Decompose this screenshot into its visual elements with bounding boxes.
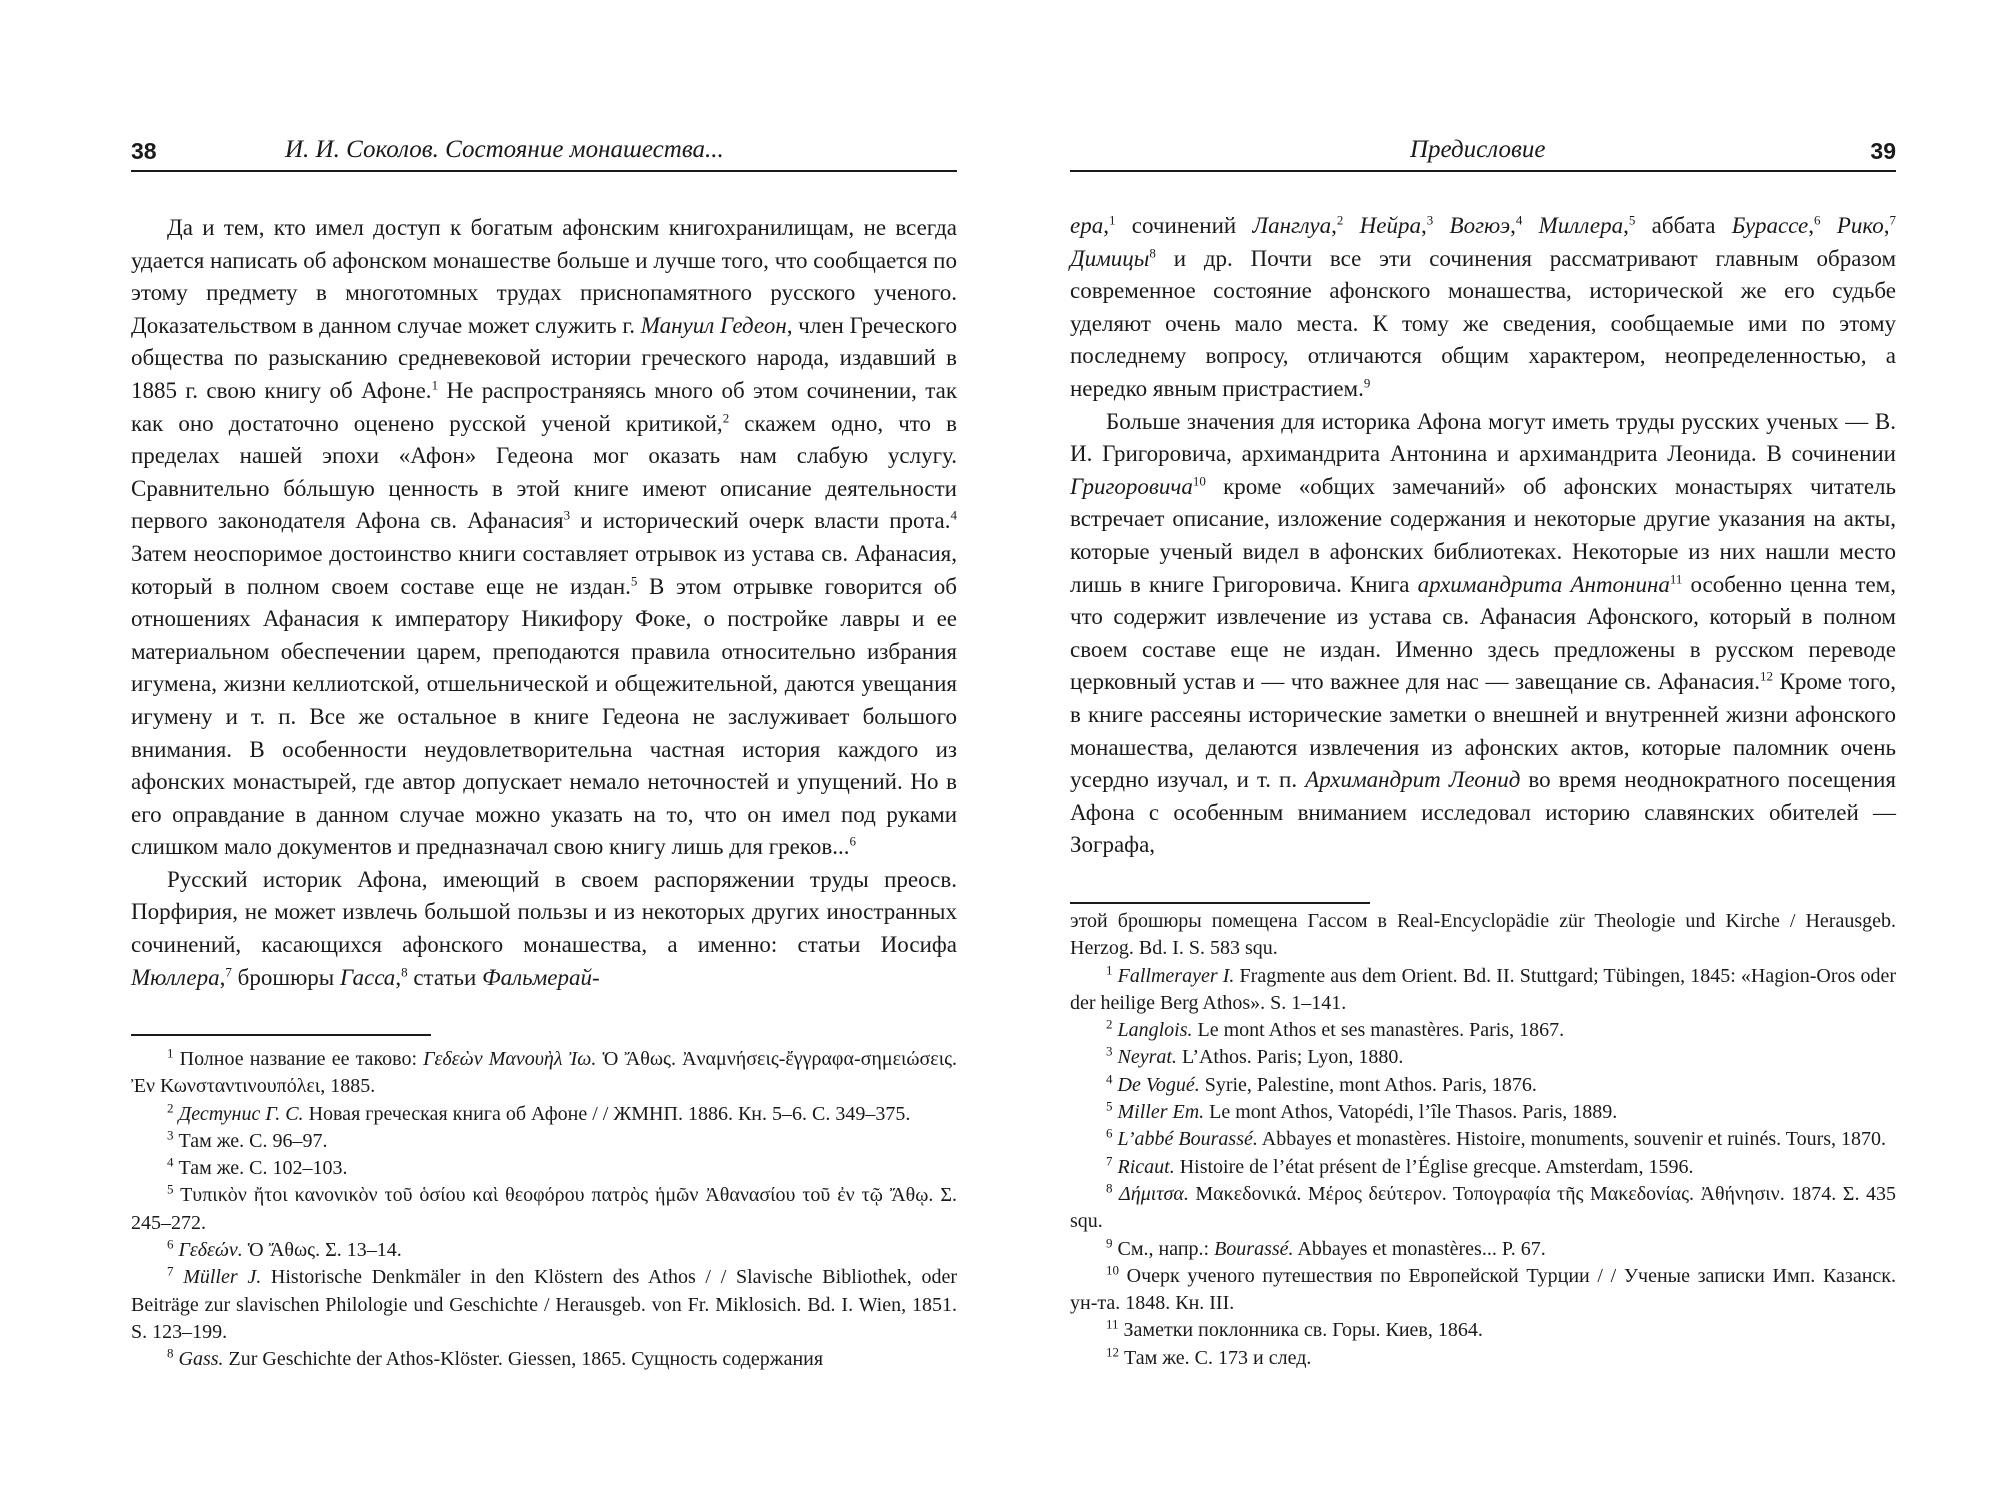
footnote-ref: 8 <box>1149 244 1156 260</box>
footnote: $^{10}$ Очерк ученого путешествия по Европейской Турции / / Ученые записки Имп. Казанск. ун-та. 1848. Кн. III. <box>1070 1262 1896 1315</box>
footnote: этой брошюры помещена Гассом в Real-Encyclopädie zür Theologie und Kirche / Herausgeb. Herzog. Bd. I. S. 583 squ. <box>1070 910 1896 960</box>
footnote-ref: 6 <box>849 833 856 849</box>
footnote-ref: 1 <box>1108 212 1116 228</box>
left-body-text <box>131 212 957 994</box>
footnote: $^5$ Miller Em. Le mont Athos, Vatopédi, l’île Thasos. Paris, 1889. <box>1106 1098 1618 1124</box>
paragraph: Русский историк Афона, имеющий в своем распоряжении труды преосв. Порфирия, не может извлечь большой пользы и из некоторых других иностранных сочинений, касающихся афонского монашества, а именно: статьи Иосифа Мюллера,$^7$ брошюры Гасса,$^8$ статьи Фальмерай- <box>131 866 957 990</box>
footnote: $^{12}$ Там же. С. 173 и след. <box>1106 1344 1312 1369</box>
left-page <box>131 0 957 1486</box>
footnote-divider <box>131 1034 431 1036</box>
footnote: $^2$ Langlois. Le mont Athos et ses manastères. Paris, 1867. <box>1106 1016 1565 1042</box>
footnote-ref: 2 <box>722 409 730 425</box>
footnote-ref: 3 <box>1426 212 1434 228</box>
footnote-ref: 12 <box>1759 668 1773 684</box>
footnote: $^1$ Полное название ее таково: Γεδεὼν Μανουὴλ Ἰω. Ὁ Ἄθως. Ἀναμνήσεις-ἔγγραφα-σημειώσεις. Ἐν Κωνσταντινουπόλει, 1885. <box>131 1045 958 1098</box>
running-head-title-left: И. И. Соколов. Состояние монашества... <box>285 136 724 163</box>
footnote-ref: 10 <box>1192 473 1206 489</box>
footnote-ref: 5 <box>1628 212 1636 228</box>
footnote-ref: 5 <box>630 572 638 588</box>
footnote: $^4$ De Vogué. Syrie, Palestine, mont Athos. Paris, 1876. <box>1106 1071 1537 1096</box>
page-number-left: 38 <box>131 138 157 164</box>
footnote: $^2$ Дестунис Г. С. Новая греческая книга об Афоне / / ЖМНП. 1886. Кн. 5–6. С. 349–375. <box>167 1099 911 1125</box>
footnote: $^5$ Τυπικὸν ἤτοι κανονικὸν τοῦ ὁσίου καὶ θεοφόρου πατρὸς ἡμῶν Ἀθανασίου τοῦ ἐν τῷ Ἄθῳ. Σ. 245–272. <box>131 1181 957 1234</box>
running-head-title-right: Предисловие <box>1410 136 1546 163</box>
footnote-ref: 7 <box>1889 212 1896 228</box>
footnote: $^3$ Neyrat. L’Athos. Paris; Lyon, 1880. <box>1106 1043 1404 1069</box>
right-footnotes <box>1070 908 1896 1372</box>
running-head-left <box>131 136 957 172</box>
footnote: $^{11}$ Заметки поклонника св. Горы. Киев, 1864. <box>1106 1316 1483 1342</box>
footnote: $^4$ Там же. С. 102–103. <box>167 1154 348 1180</box>
footnote: $^3$ Там же. С. 96–97. <box>167 1127 328 1152</box>
footnote-ref: 11 <box>1669 570 1683 586</box>
running-head-right <box>1070 136 1896 172</box>
footnote: $^8$ Gass. Zur Geschichte der Athos-Klöster. Giessen, 1865. Сущность содержания <box>167 1345 824 1371</box>
paragraph: ера,$^1$ сочинений Ланглуа,$^2$ Нейра,$^3$ Вогюэ,$^4$ Миллера,$^5$ аббата Бурассе,$^6$ Рико,$^7$ Димицы$^8$ и др. Почти все эти сочинения рассматривают главным образом современное состояние афонского монашества, исторической же его судьбе уделяют очень мало места. К тому же сведения, сообщаемые ими по этому последнему вопросу, отличаются общим характером, неопределенностью, а нередко явным пристрастием.$^9$ <box>1070 212 1896 401</box>
footnote: $^7$ Ricaut. Histoire de l’état présent de l’Église grecque. Amsterdam, 1596. <box>1106 1153 1694 1178</box>
footnote: $^7$ Müller J. Historische Denkmäler in den Klöstern des Athos / / Slavische Bibliothek, oder Beiträge zur slavischen Philologie und Geschichte / Herausgeb. von Fr. Miklosich. Bd. I. Wien, 1851. S. 123–199. <box>131 1263 957 1343</box>
footnote-ref: 3 <box>563 507 571 523</box>
footnote-ref: 9 <box>1363 375 1371 391</box>
paragraph: Да и тем, кто имел доступ к богатым афонским книгохранилищам, не всегда удается написать об афонском монашестве больше и лучше того, что сообщается по этому предмету в многотомных трудах приснопамятного русского ученого. Доказательством в данном случае может служить г. Мануил Гедеон, член Греческого общества по разысканию средневековой истории греческого народа, издавший в 1885 г. свою книгу об Афоне.$^1$ Не распространяясь много об этом сочинении, так как оно достаточно оценено русской ученой критикой,$^2$ скажем одно, что в пределах нашей эпохи «Афон» Гедеона мог оказать нам слабую услугу. Сравнительно бóльшую ценность в этой книге имеют описание деятельности первого законодателя Афона св. Афанасия$^3$ и исторический очерк власти прота.$^4$ Затем неоспоримое достоинство книги составляет отрывок из устава св. Афанасия, который в полном своем составе еще не издан.$^5$ В этом отрывке говорится об отношениях Афанасия к императору Никифору Фоке, о постройке лавры и ее материальном обеспечении царем, преподаются правила относительно избрания игумена, жизни келлиотской, отшельнической и общежительной, даются увещания игумену и т. п. Все же остальное в книге Гедеона не заслуживает большого внимания. В особенности неудовлетворительна частная история каждого из афонских монастырей, где автор допускает немало неточностей и упущений. Но в его оправдание в данном случае можно указать на то, что он имел под руками слишком мало документов и предназначал свою книгу лишь для греков...$^6$ <box>131 215 958 860</box>
footnote-ref: 4 <box>1515 212 1523 228</box>
footnote-ref: 4 <box>950 507 957 523</box>
footnote-ref: 2 <box>1336 212 1344 228</box>
footnote: $^1$ Fallmerayer I. Fragmente aus dem Orient. Bd. II. Stuttgard; Tübingen, 1845: «Hagion-Oros oder der heilige Berg Athos». S. 1–141. <box>1070 961 1896 1014</box>
footnote-ref: 8 <box>401 964 408 979</box>
footnote: $^6$ Γεδεών. Ὁ Ἄθως. Σ. 13–14. <box>167 1236 402 1262</box>
page-number-right: 39 <box>1870 138 1896 164</box>
left-footnotes <box>131 1046 957 1374</box>
right-body-text <box>1070 210 1896 862</box>
paragraph: Больше значения для историка Афона могут иметь труды русских ученых — В. И. Григоровича, архимандрита Антонина и архимандрита Леонида. В сочинении Григоровича$^{10}$ кроме «общих замечаний» об афонских монастырях читатель встречает описание, изложение содержания и некоторые другие указания на акты, которые ученый видел в афонских библиотеках. Некоторые из них нашли место лишь в книге Григоровича. Книга архимандрита Антонина$^{11}$ особенно ценна тем, что содержит извлечение из устава св. Афанасия Афонского, который в полном своем составе еще не издан. Именно здесь предложены в русском переводе церковный устав и — что важнее для нас — завещание св. Афанасия.$^{12}$ Кроме того, в книге рассеяны исторические заметки о внешней и внутренней жизни афонского монашества, делаются извлечения из афонских актов, которые паломник очень усердно изучал, и т. п. Архимандрит Леонид во время неоднократного посещения Афона с особенным вниманием исследовал историю славянских обителей — Зографа, <box>1070 408 1896 858</box>
footnote-ref: 6 <box>1814 212 1821 228</box>
footnote: $^9$ См., напр.: Bourassé. Abbayes et monastères... P. 67. <box>1106 1234 1546 1260</box>
footnote-divider <box>1070 902 1370 904</box>
footnote-ref: 1 <box>431 377 439 393</box>
footnote: $^8$ Δήμιτσα. Μακεδονικά. Μέρος δεύτερον. Τοπογραφία τῆς Μακεδονίας. Ἀθήνησιν. 1874. Σ. 435 squ. <box>1070 1180 1896 1233</box>
footnote-ref: 7 <box>225 964 232 979</box>
right-page <box>1070 0 1896 1486</box>
footnote: $^6$ L’abbé Bourassé. Abbayes et monastères. Histoire, monuments, souvenir et ruinés. Tours, 1870. <box>1106 1125 1887 1151</box>
